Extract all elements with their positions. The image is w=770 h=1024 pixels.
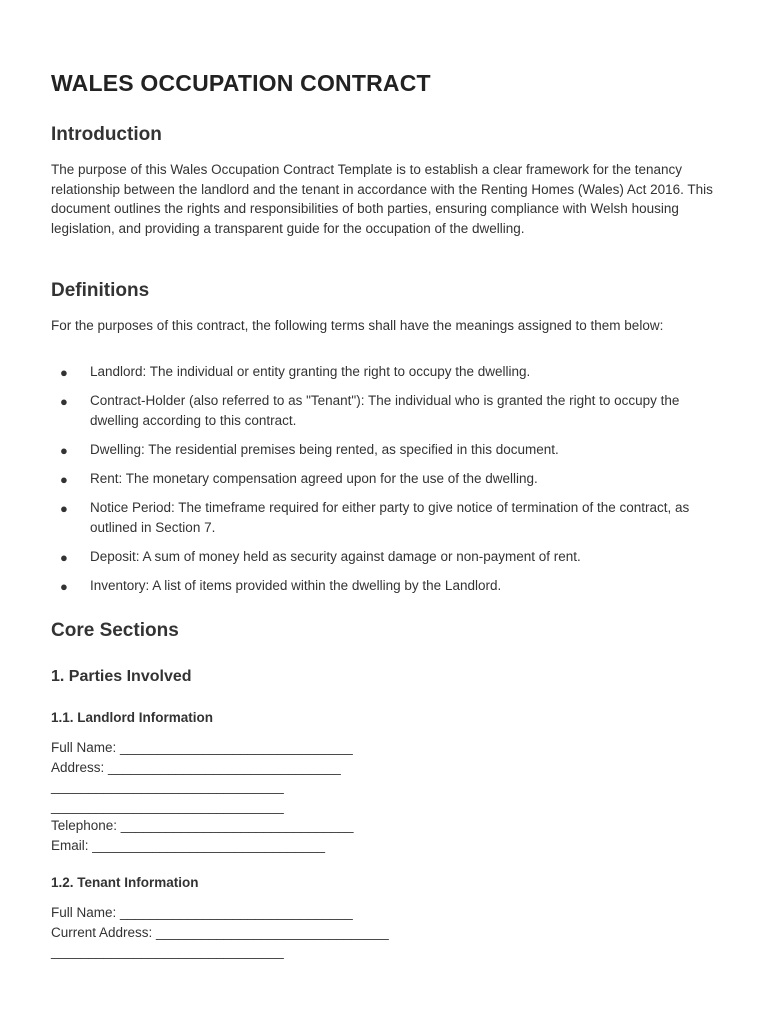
list-item xyxy=(51,362,711,382)
bullet-icon: ● xyxy=(60,550,68,566)
landlord-full-name-field: Full Name: _______________________________ xyxy=(51,740,353,755)
landlord-info-heading: 1.1. Landlord Information xyxy=(51,710,214,725)
definition-text: Deposit: A sum of money held as security against damage or non-payment of rent. xyxy=(90,549,581,565)
list-item xyxy=(51,547,711,567)
document-title: WALES OCCUPATION CONTRACT xyxy=(51,70,431,96)
tenant-info-heading: 1.2. Tenant Information xyxy=(51,875,199,890)
core-sections-heading: Core Sections xyxy=(51,620,179,641)
bullet-icon: ● xyxy=(60,365,68,380)
bullet-icon: ● xyxy=(60,472,68,488)
list-item xyxy=(51,469,711,489)
bullet-icon: ● xyxy=(60,501,68,517)
landlord-email-field: Email: _______________________________ xyxy=(51,837,326,853)
definitions-intro: For the purposes of this contract, the following terms shall have the meanings assigned to them below: xyxy=(51,318,664,333)
landlord-address-field: Address: _______________________________ xyxy=(51,759,341,775)
landlord-address-line-2: _______________________________ xyxy=(51,779,284,795)
tenant-info-fields xyxy=(51,903,651,962)
list-item xyxy=(51,440,711,460)
bullet-icon: ● xyxy=(60,394,68,410)
tenant-full-name-field: Full Name: _______________________________ xyxy=(51,905,353,920)
landlord-info-fields xyxy=(51,738,651,856)
bullet-icon: ● xyxy=(60,442,68,458)
definitions-heading: Definitions xyxy=(51,280,150,301)
definition-text: Notice Period: The timeframe required for either party to give notice of termination of the contract, as outlined in Section 7. xyxy=(90,500,690,535)
bullet-icon: ● xyxy=(60,579,68,595)
definition-text: Dwelling: The residential premises being rented, as specified in this document. xyxy=(90,441,559,457)
definitions-list xyxy=(51,362,711,606)
definition-text: Rent: The monetary compensation agreed upon for the use of the dwelling. xyxy=(90,471,538,487)
definition-text: Landlord: The individual or entity granting the right to occupy the dwelling. xyxy=(90,364,531,379)
introduction-heading: Introduction xyxy=(51,124,162,145)
list-item xyxy=(51,391,711,430)
list-item xyxy=(51,498,711,537)
tenant-current-address-field: Current Address: _______________________________ xyxy=(51,924,389,940)
landlord-address-line-3: _______________________________ xyxy=(51,798,284,814)
tenant-address-line-2: _______________________________ xyxy=(51,944,284,960)
landlord-telephone-field: Telephone: _______________________________ xyxy=(51,818,354,834)
definition-text: Inventory: A list of items provided within the dwelling by the Landlord. xyxy=(90,578,502,594)
definition-text: Contract-Holder (also referred to as "Tenant"): The individual who is granted the right to occupy the dwelling according to this contract. xyxy=(90,393,680,428)
list-item xyxy=(51,576,711,596)
parties-involved-heading: 1. Parties Involved xyxy=(51,668,192,685)
introduction-text: The purpose of this Wales Occupation Contract Template is to establish a clear framework for the tenancy relationship between the landlord and the tenant in accordance with the Renting Homes (Wales) Act 2016. This document outlines the rights and responsibilities of both parties, ensuring compliance with Welsh housing legislation, and providing a transparent guide for the occupation of the dwelling. xyxy=(51,162,713,236)
